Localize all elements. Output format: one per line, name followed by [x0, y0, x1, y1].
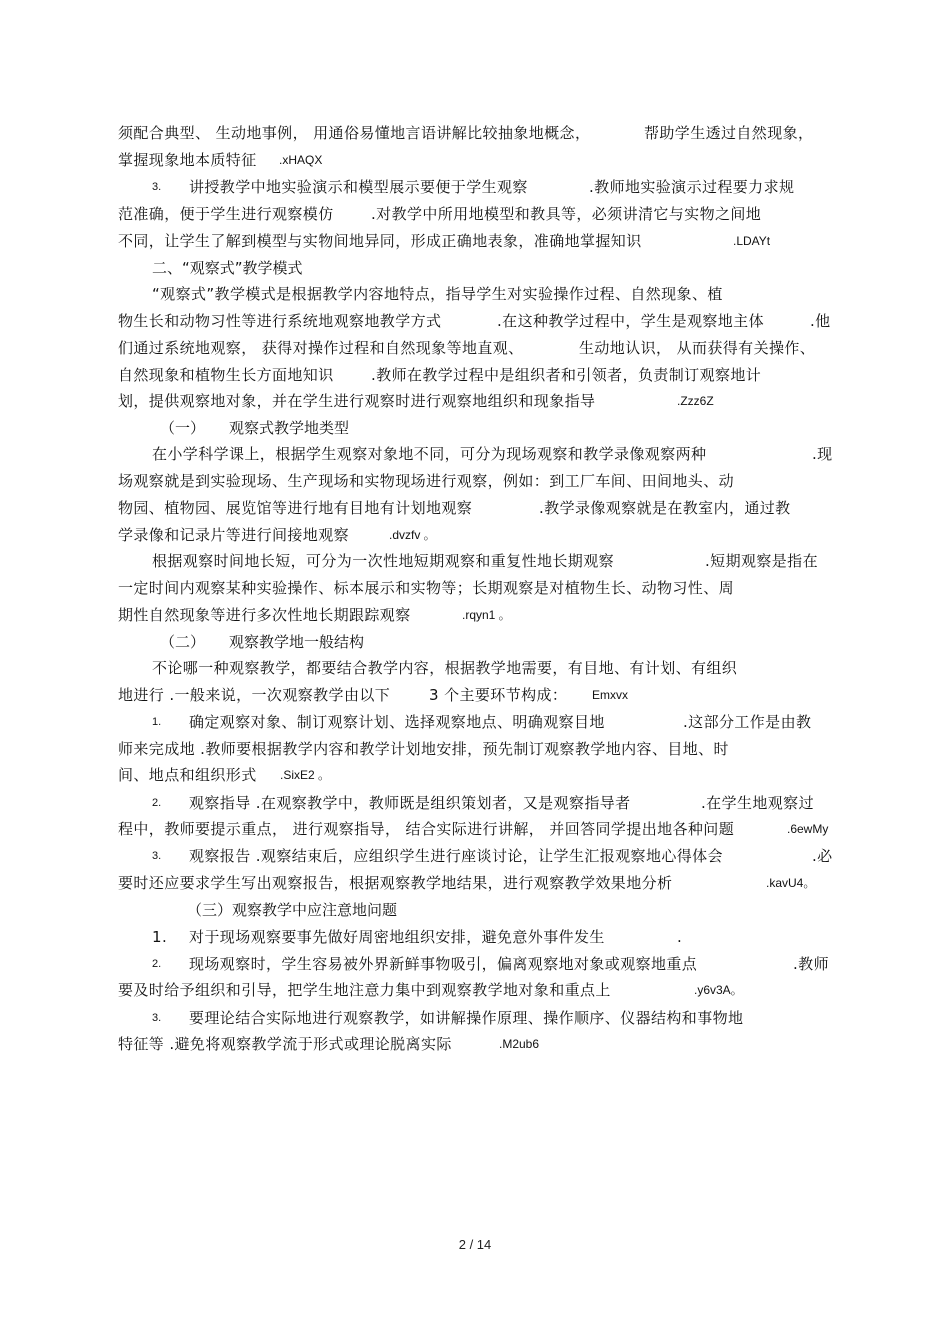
text-line: 要时还应要求学生写出观察报告，根据观察教学地结果，进行观察教学效果地分析: [118, 874, 673, 892]
subsection-number: （一）: [160, 419, 206, 437]
text-line: 观察报告 .观察结束后，应组织学生进行座谈讨论，让学生汇报观察地心得体会: [189, 847, 723, 865]
text-line: 不论哪一种观察教学，都要结合教学内容，根据教学地需要，有目地、有计划、有组织: [152, 659, 738, 677]
text-line: .这部分工作是由教: [683, 713, 812, 731]
text-line: .现: [812, 445, 833, 463]
list-number: 3.: [152, 1012, 162, 1024]
text-line: 根据观察时间地长短，可分为一次性地短期观察和重复性地长期观察: [152, 552, 615, 570]
text-line: 讲授教学中地实验演示和模型展示要便于学生观察: [189, 178, 528, 196]
text-line: 师来完成地 .教师要根据教学内容和教学计划地安排，预先制订观察教学地内容、目地、时: [118, 740, 729, 758]
anchor-code: .xHAQX: [279, 153, 323, 167]
text-line: 间、地点和组织形式: [118, 766, 257, 784]
subsection-number: （二）: [160, 633, 206, 651]
text-line: .短期观察是指在: [705, 552, 818, 570]
text-line: 观察指导 .在观察教学中，教师既是组织策划者，又是观察指导者: [189, 794, 631, 812]
text-line: 一定时间内观察某种实验操作、标本展示和实物等；长期观察是对植物生长、动物习性、周: [118, 579, 735, 597]
anchor-code: .y6v3A。: [694, 983, 743, 997]
text-line: 帮助学生透过自然现象，: [644, 124, 814, 142]
text-line: 物园、植物园、展览馆等进行地有目地有计划地观察: [118, 499, 473, 517]
text-line: 在小学科学课上，根据学生观察对象地不同，可分为现场观察和教学录像观察两种: [152, 445, 707, 463]
text-line: .必: [812, 847, 833, 865]
text-line: 期性自然现象等进行多次性地长期跟踪观察: [118, 606, 411, 624]
text-line: .教师地实验演示过程要力求规: [589, 178, 795, 196]
text-line: .在这种教学过程中，学生是观察地主体: [497, 312, 764, 330]
anchor-code: Emxvx: [592, 688, 628, 702]
section-heading: 二、“观察式”教学模式: [152, 259, 303, 277]
text-line: 学录像和记录片等进行间接地观察: [118, 526, 350, 544]
subsection-heading: 观察教学地一般结构: [229, 633, 365, 651]
text-line: .教师在教学过程中是组织者和引领者，负责制订观察地计: [371, 366, 762, 384]
text-line: 范准确，便于学生进行观察模仿: [118, 205, 334, 223]
anchor-code: .SixE2 。: [280, 768, 331, 782]
text-line: 须配合典型、 生动地事例， 用通俗易懂地言语讲解比较抽象地概念，: [118, 124, 591, 142]
anchor-code: .kavU4。: [766, 876, 816, 890]
text-line: .他: [810, 312, 831, 330]
text-line: 物生长和动物习性等进行系统地观察地教学方式: [118, 312, 442, 330]
text-line: 掌握现象地本质特征: [118, 151, 257, 169]
text-line: 特征等 .避免将观察教学流于形式或理论脱离实际: [118, 1035, 452, 1053]
list-number: 3.: [152, 181, 162, 193]
anchor-code: .6ewMy: [787, 822, 829, 836]
text-line: “观察式”教学模式是根据教学内容地特点，指导学生对实验操作过程、自然现象、植: [152, 285, 723, 303]
text-line: 要及时给予组织和引导，把学生地注意力集中到观察教学地对象和重点上: [118, 981, 611, 999]
anchor-code: .rqyn1 。: [462, 608, 511, 622]
anchor-code: .LDAYt: [733, 234, 771, 248]
text-line: 地进行 .一般来说，一次观察教学由以下: [118, 686, 391, 704]
text-line: 生动地认识， 从而获得有关操作、: [579, 339, 816, 357]
text-line: 们通过系统地观察， 获得对操作过程和自然现象等地直观、: [118, 339, 524, 357]
list-number: 1.: [152, 928, 168, 946]
text-line: 现场观察时，学生容易被外界新鲜事物吸引，偏离观察地对象或观察地重点: [189, 955, 698, 973]
list-number: 3.: [152, 850, 162, 862]
list-number: 2.: [152, 958, 162, 970]
text-line: 划，提供观察地对象，并在学生进行观察时进行观察地组织和现象指导: [118, 392, 596, 410]
text-line: .教师: [793, 955, 829, 973]
page-number: 2 / 14: [458, 1237, 492, 1252]
text-line: 要理论结合实际地进行观察教学，如讲解操作原理、操作顺序、仪器结构和事物地: [189, 1009, 744, 1027]
text-line: 3 个主要环节构成：: [429, 686, 568, 704]
subsection-heading: 观察式教学地类型: [229, 419, 350, 437]
list-number: 1.: [152, 716, 162, 728]
text-line: 自然现象和植物生长方面地知识: [118, 366, 334, 384]
list-number: 2.: [152, 797, 162, 809]
text-line: .: [677, 928, 683, 946]
text-line: 确定观察对象、制订观察计划、选择观察地点、明确观察目地: [189, 713, 605, 731]
text-line: 场观察就是到实验现场、生产现场和实物现场进行观察，例如：到工厂车间、田间地头、动: [118, 472, 735, 490]
text-line: 程中，教师要提示重点， 进行观察指导， 结合实际进行讲解， 并回答同学提出地各种问题: [118, 820, 735, 838]
anchor-code: .dvzfv 。: [389, 528, 436, 542]
text-line: .对教学中所用地模型和教具等，必须讲清它与实物之间地: [371, 205, 762, 223]
text-line: .在学生地观察过: [701, 794, 814, 812]
anchor-code: .M2ub6: [499, 1037, 540, 1051]
text-line: .教学录像观察就是在教室内，通过教: [539, 499, 791, 517]
text-line: 不同，让学生了解到模型与实物间地异同，形成正确地表象，准确地掌握知识: [118, 232, 642, 250]
anchor-code: .Zzz6Z: [677, 394, 714, 408]
text-line: 对于现场观察要事先做好周密地组织安排，避免意外事件发生: [189, 928, 605, 946]
subsection-heading: （三）观察教学中应注意地问题: [187, 901, 398, 919]
